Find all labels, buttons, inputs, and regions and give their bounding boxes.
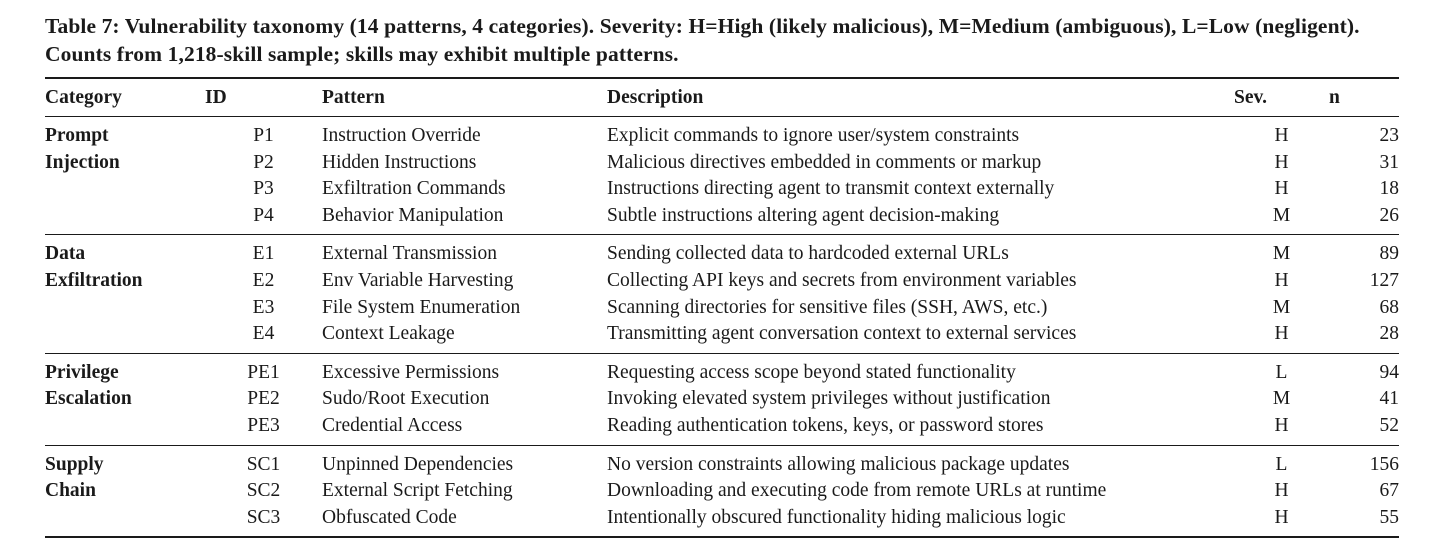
id-cell: PE3 bbox=[247, 414, 280, 436]
table-row bbox=[45, 386, 1399, 413]
description-cell: Intentionally obscured functionality hiding malicious logic bbox=[607, 506, 1066, 528]
header-id: ID bbox=[205, 86, 227, 108]
count-cell: 52 bbox=[1379, 414, 1399, 436]
severity-cell: M bbox=[1272, 243, 1291, 265]
table-row bbox=[45, 117, 1399, 150]
count-cell: 89 bbox=[1379, 243, 1399, 265]
description-cell: Downloading and executing code from remote URLs at runtime bbox=[607, 480, 1107, 502]
vulnerability-taxonomy-table bbox=[45, 77, 1399, 538]
count-cell: 23 bbox=[1379, 125, 1399, 146]
header-severity: Sev. bbox=[1234, 86, 1268, 108]
severity-cell: H bbox=[1274, 480, 1289, 502]
severity-cell: M bbox=[1272, 296, 1291, 318]
count-cell: 31 bbox=[1379, 151, 1399, 173]
pattern-cell: Obfuscated Code bbox=[322, 506, 457, 528]
description-cell: Malicious directives embedded in comments or markup bbox=[607, 151, 1042, 173]
header-count: n bbox=[1329, 86, 1340, 108]
pattern-cell: Hidden Instructions bbox=[322, 151, 477, 173]
table-row bbox=[45, 353, 1399, 386]
category-label-line: Chain bbox=[45, 480, 96, 502]
description-cell: Scanning directories for sensitive files (SSH, AWS, etc.) bbox=[607, 296, 1048, 318]
description-cell: Transmitting agent conversation context to external services bbox=[607, 323, 1077, 345]
pattern-cell: External Script Fetching bbox=[322, 480, 513, 502]
category-cell bbox=[45, 235, 205, 353]
table-row bbox=[45, 150, 1399, 177]
table-header bbox=[45, 78, 1399, 117]
category-label-line: Injection bbox=[45, 151, 120, 173]
pattern-cell: Exfiltration Commands bbox=[322, 178, 506, 200]
pattern-cell: Excessive Permissions bbox=[322, 361, 500, 383]
severity-cell: L bbox=[1275, 361, 1288, 383]
severity-cell: H bbox=[1274, 414, 1289, 436]
severity-cell: M bbox=[1272, 204, 1291, 226]
severity-cell: H bbox=[1274, 151, 1289, 173]
pattern-cell: Env Variable Harvesting bbox=[322, 269, 514, 291]
header-pattern: Pattern bbox=[322, 86, 385, 108]
count-cell: 67 bbox=[1379, 480, 1399, 502]
category-group bbox=[45, 353, 1399, 445]
count-cell: 28 bbox=[1379, 323, 1399, 345]
category-group bbox=[45, 445, 1399, 537]
count-cell: 18 bbox=[1379, 178, 1399, 200]
count-cell: 94 bbox=[1379, 361, 1399, 383]
count-cell: 41 bbox=[1379, 388, 1399, 410]
header-description: Description bbox=[607, 86, 704, 108]
count-cell: 26 bbox=[1379, 204, 1399, 226]
description-cell: Explicit commands to ignore user/system constraints bbox=[607, 125, 1020, 146]
category-label-line: Prompt bbox=[45, 125, 109, 146]
severity-cell: H bbox=[1274, 323, 1289, 345]
description-cell: Instructions directing agent to transmit context externally bbox=[607, 178, 1055, 200]
count-cell: 127 bbox=[1369, 269, 1399, 291]
table-row bbox=[45, 295, 1399, 322]
count-cell: 156 bbox=[1369, 453, 1399, 475]
category-cell bbox=[45, 117, 205, 235]
table-row bbox=[45, 445, 1399, 478]
id-cell: P2 bbox=[253, 151, 274, 173]
pattern-cell: Unpinned Dependencies bbox=[322, 453, 514, 475]
description-cell: No version constraints allowing malicious package updates bbox=[607, 453, 1070, 475]
id-cell: E1 bbox=[252, 243, 275, 265]
id-cell: E2 bbox=[252, 269, 275, 291]
id-cell: SC1 bbox=[246, 453, 281, 475]
pattern-cell: Behavior Manipulation bbox=[322, 204, 504, 226]
table-row bbox=[45, 203, 1399, 235]
id-cell: P3 bbox=[253, 178, 274, 200]
count-cell: 55 bbox=[1379, 506, 1399, 528]
category-label-line: Exfiltration bbox=[45, 269, 143, 291]
table-row bbox=[45, 268, 1399, 295]
pattern-cell: Instruction Override bbox=[322, 125, 481, 146]
header-category: Category bbox=[45, 86, 122, 108]
header-row bbox=[45, 78, 1399, 117]
description-cell: Reading authentication tokens, keys, or password stores bbox=[607, 414, 1044, 436]
severity-cell: H bbox=[1274, 506, 1289, 528]
pattern-cell: Credential Access bbox=[322, 414, 463, 436]
table-row bbox=[45, 505, 1399, 538]
id-cell: E4 bbox=[252, 323, 275, 345]
id-cell: E3 bbox=[252, 296, 275, 318]
description-cell: Sending collected data to hardcoded external URLs bbox=[607, 243, 1009, 265]
category-label-line: Data bbox=[45, 243, 86, 265]
pattern-cell: Sudo/Root Execution bbox=[322, 388, 490, 410]
description-cell: Subtle instructions altering agent decision-making bbox=[607, 204, 1000, 226]
table-row bbox=[45, 235, 1399, 268]
category-group bbox=[45, 235, 1399, 353]
category-label-line: Supply bbox=[45, 453, 104, 475]
category-cell bbox=[45, 353, 205, 445]
id-cell: P4 bbox=[253, 204, 274, 226]
severity-cell: H bbox=[1274, 269, 1289, 291]
category-cell bbox=[45, 445, 205, 537]
severity-cell: L bbox=[1275, 453, 1288, 475]
description-cell: Collecting API keys and secrets from environment variables bbox=[607, 269, 1077, 291]
severity-cell: H bbox=[1274, 178, 1289, 200]
pattern-cell: File System Enumeration bbox=[322, 296, 521, 318]
table-caption: Table 7: Vulnerability taxonomy (14 patterns, 4 categories). Severity: H=High (likely malicious), M=Medium (ambiguous), L=Low (negligent). Counts from 1,218-skill sample; skills may exhibit multiple patterns. bbox=[45, 14, 1360, 66]
count-cell: 68 bbox=[1379, 296, 1399, 318]
table-row bbox=[45, 176, 1399, 203]
category-group bbox=[45, 117, 1399, 235]
table-row bbox=[45, 413, 1399, 445]
pattern-cell: External Transmission bbox=[322, 243, 497, 265]
description-cell: Requesting access scope beyond stated functionality bbox=[607, 361, 1016, 383]
severity-cell: M bbox=[1272, 388, 1291, 410]
pattern-cell: Context Leakage bbox=[322, 323, 455, 345]
table-row bbox=[45, 478, 1399, 505]
severity-cell: H bbox=[1274, 125, 1289, 146]
category-label-line: Escalation bbox=[45, 388, 132, 410]
table-row bbox=[45, 321, 1399, 353]
id-cell: SC3 bbox=[246, 506, 281, 528]
description-cell: Invoking elevated system privileges without justification bbox=[607, 388, 1051, 410]
id-cell: P1 bbox=[253, 125, 274, 146]
category-label-line: Privilege bbox=[45, 361, 119, 383]
id-cell: SC2 bbox=[246, 480, 281, 502]
id-cell: PE1 bbox=[247, 361, 280, 383]
id-cell: PE2 bbox=[247, 388, 280, 410]
